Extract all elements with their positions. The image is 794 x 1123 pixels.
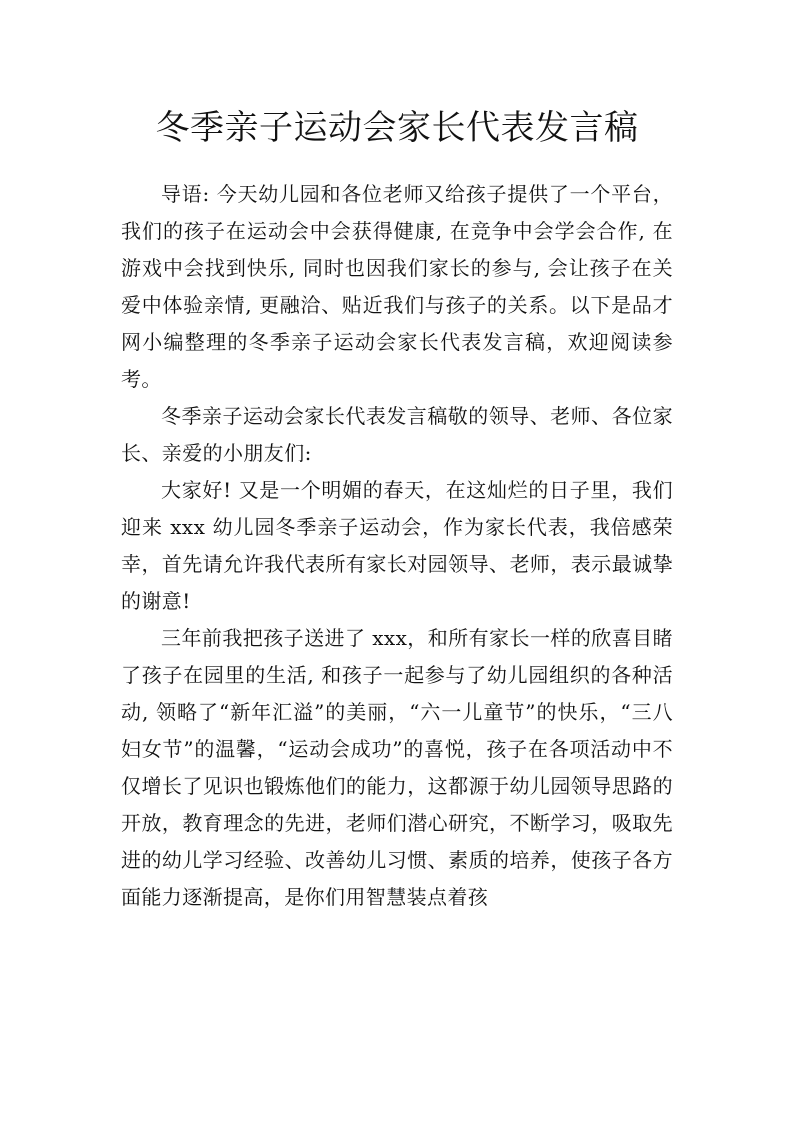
- paragraph-main: 三年前我把孩子送进了 xxx，和所有家长一样的欣喜目睹了孩子在园里的生活, 和孩子一起参与了幼儿园组织的各种活动, 领略了“新年汇溢”的美丽，“六一儿童节”的快乐，“三八妇女节”的温馨，“运动会成功”的喜悦，孩子在各项活动中不仅增长了见识也锻炼他们的能力，这都源于幼儿园领导思路的开放，教育理念的先进，老师们潜心研究，不断学习，吸取先进的幼儿学习经验、改善幼儿习惯、素质的培养，使孩子各方面能力逐渐提高，是你们用智慧装点着孩: [121, 626, 673, 909]
- paragraph-intro: 导语: 今天幼儿园和各位老师又给孩子提供了一个平台，我们的孩子在运动会中会获得健康, 在竞争中会学会合作, 在游戏中会找到快乐, 同时也因我们家长的参与, 会让孩子在关爱中体验亲情, 更融洽、贴近我们与孩子的关系。以下是品才网小编整理的冬季亲子运动会家长代表发言稿，欢迎阅读参考。: [121, 182, 673, 391]
- page-title: 冬季亲子运动会家长代表发言稿: [155, 108, 639, 148]
- document-body: [121, 176, 673, 916]
- paragraph-salutation: 冬季亲子运动会家长代表发言稿敬的领导、老师、各位家长、亲爱的小朋友们:: [121, 404, 673, 465]
- paragraph-greeting: 大家好! 又是一个明媚的春天，在这灿烂的日子里，我们迎来 xxx 幼儿园冬季亲子运动会，作为家长代表，我倍感荣幸，首先请允许我代表所有家长对园领导、老师，表示最诚挚的谢意!: [121, 478, 673, 613]
